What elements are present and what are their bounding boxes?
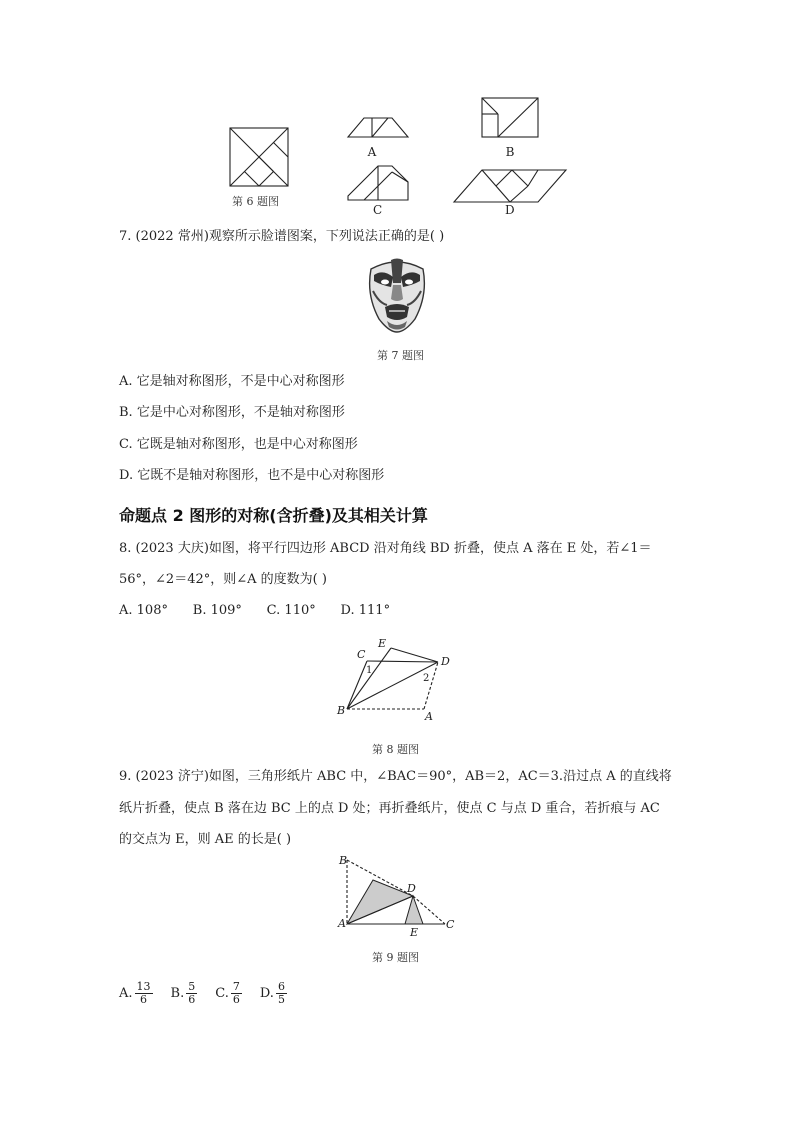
q9-option-d-denominator: 5: [277, 992, 285, 1006]
q8-figure: [330, 633, 460, 723]
q8-stem-line2: 56°，∠2＝42°，则∠A 的度数为( ): [119, 572, 327, 587]
q8-line-be: [347, 648, 391, 709]
q8-label-c: C: [357, 648, 366, 661]
q8-label-angle2: 2: [423, 673, 430, 684]
q6-label-a: A: [367, 145, 377, 159]
q8-label-e: E: [378, 637, 387, 650]
q8-label-d: D: [441, 655, 450, 668]
q8-line-cd: [367, 661, 438, 662]
q6-option-c-shape: [348, 166, 408, 200]
q8-label-b: B: [337, 704, 346, 717]
q9-option-d-fraction: [276, 981, 287, 1006]
q9-option-d: [260, 981, 289, 1006]
q9-shaded-triangle-ade: [405, 896, 423, 924]
q8-stem-line1: 8. (2023 大庆)如图，将平行四边形 ABCD 沿对角线 BD 折叠，使点 A 落在 E 处，若∠1＝: [119, 541, 652, 556]
q7-option-a: A. 它是轴对称图形，不是中心对称图形: [119, 374, 345, 389]
q6-option-b-shape: [482, 98, 538, 137]
q6-option-d-shape: [454, 170, 566, 202]
q6-option-a-shape: [348, 118, 408, 137]
q9-option-c: [215, 981, 244, 1006]
q9-label-d: D: [407, 882, 416, 895]
q9-caption: 第 9 题图: [372, 951, 419, 964]
q6-label-c: C: [373, 203, 383, 217]
q9-option-a-fraction: [135, 981, 153, 1006]
q8-label-a: A: [425, 710, 433, 723]
q9-options: [119, 975, 305, 1011]
q6-caption: 第 6 题图: [232, 195, 279, 208]
q9-option-b-numerator: 5: [188, 979, 196, 993]
q9-option-c-numerator: 7: [232, 979, 240, 993]
q8-line-ad: [424, 662, 438, 709]
q9-label-a: A: [338, 917, 346, 930]
q6-tangram-square: [230, 128, 288, 186]
q7-stem: 7. (2022 常州)观察所示脸谱图案，下列说法正确的是( ): [119, 229, 445, 244]
q9-option-c-denominator: 6: [232, 992, 240, 1006]
q9-option-b-denominator: 6: [188, 992, 196, 1006]
q7-option-d: D. 它既不是轴对称图形，也不是中心对称图形: [119, 468, 385, 483]
q9-option-d-letter: D.: [259, 985, 274, 1001]
section-heading: 命题点 2 图形的对称(含折叠)及其相关计算: [119, 506, 428, 525]
q9-option-a-denominator: 6: [140, 992, 148, 1006]
q9-figure: [335, 852, 459, 938]
q7-option-b: B. 它是中心对称图形，不是轴对称图形: [119, 405, 345, 420]
q9-option-b-fraction: [186, 981, 197, 1006]
q9-label-e: E: [410, 926, 419, 938]
q9-shaded-triangle-abd: [347, 880, 413, 924]
q7-option-c: C. 它既是轴对称图形，也是中心对称图形: [119, 437, 358, 452]
q9-label-b: B: [339, 854, 348, 867]
q7-caption: 第 7 题图: [377, 349, 424, 362]
q9-option-a-numerator: 13: [136, 979, 151, 993]
q9-option-a: [119, 981, 155, 1006]
q9-option-c-fraction: [231, 981, 242, 1006]
q9-option-b: [171, 981, 200, 1006]
q8-caption: 第 8 题图: [372, 743, 419, 756]
q9-option-a-letter: A.: [119, 985, 133, 1001]
q9-stem-line1: 9. (2023 济宁)如图，三角形纸片 ABC 中，∠BAC＝90°，AB＝2，AC＝3.沿过点 A 的直线将: [119, 769, 672, 784]
q9-label-c: C: [446, 918, 455, 931]
q9-stem-line3: 的交点为 E，则 AE 的长是( ): [119, 832, 292, 847]
q8-options: A. 108° B. 109° C. 110° D. 111°: [119, 603, 391, 618]
q9-option-c-letter: C.: [215, 985, 229, 1001]
q8-line-bd: [347, 662, 438, 709]
q8-label-angle1: 1: [366, 665, 373, 676]
q7-opera-mask-image: [365, 255, 429, 333]
q6-label-b: B: [505, 145, 515, 159]
q9-option-d-numerator: 6: [277, 979, 285, 993]
q8-line-ed: [391, 648, 438, 662]
q9-option-b-letter: B.: [170, 985, 185, 1001]
q9-stem-line2: 纸片折叠，使点 B 落在边 BC 上的点 D 处；再折叠纸片，使点 C 与点 D 重合，若折痕与 AC: [119, 801, 660, 816]
q6-label-d: D: [505, 203, 515, 217]
